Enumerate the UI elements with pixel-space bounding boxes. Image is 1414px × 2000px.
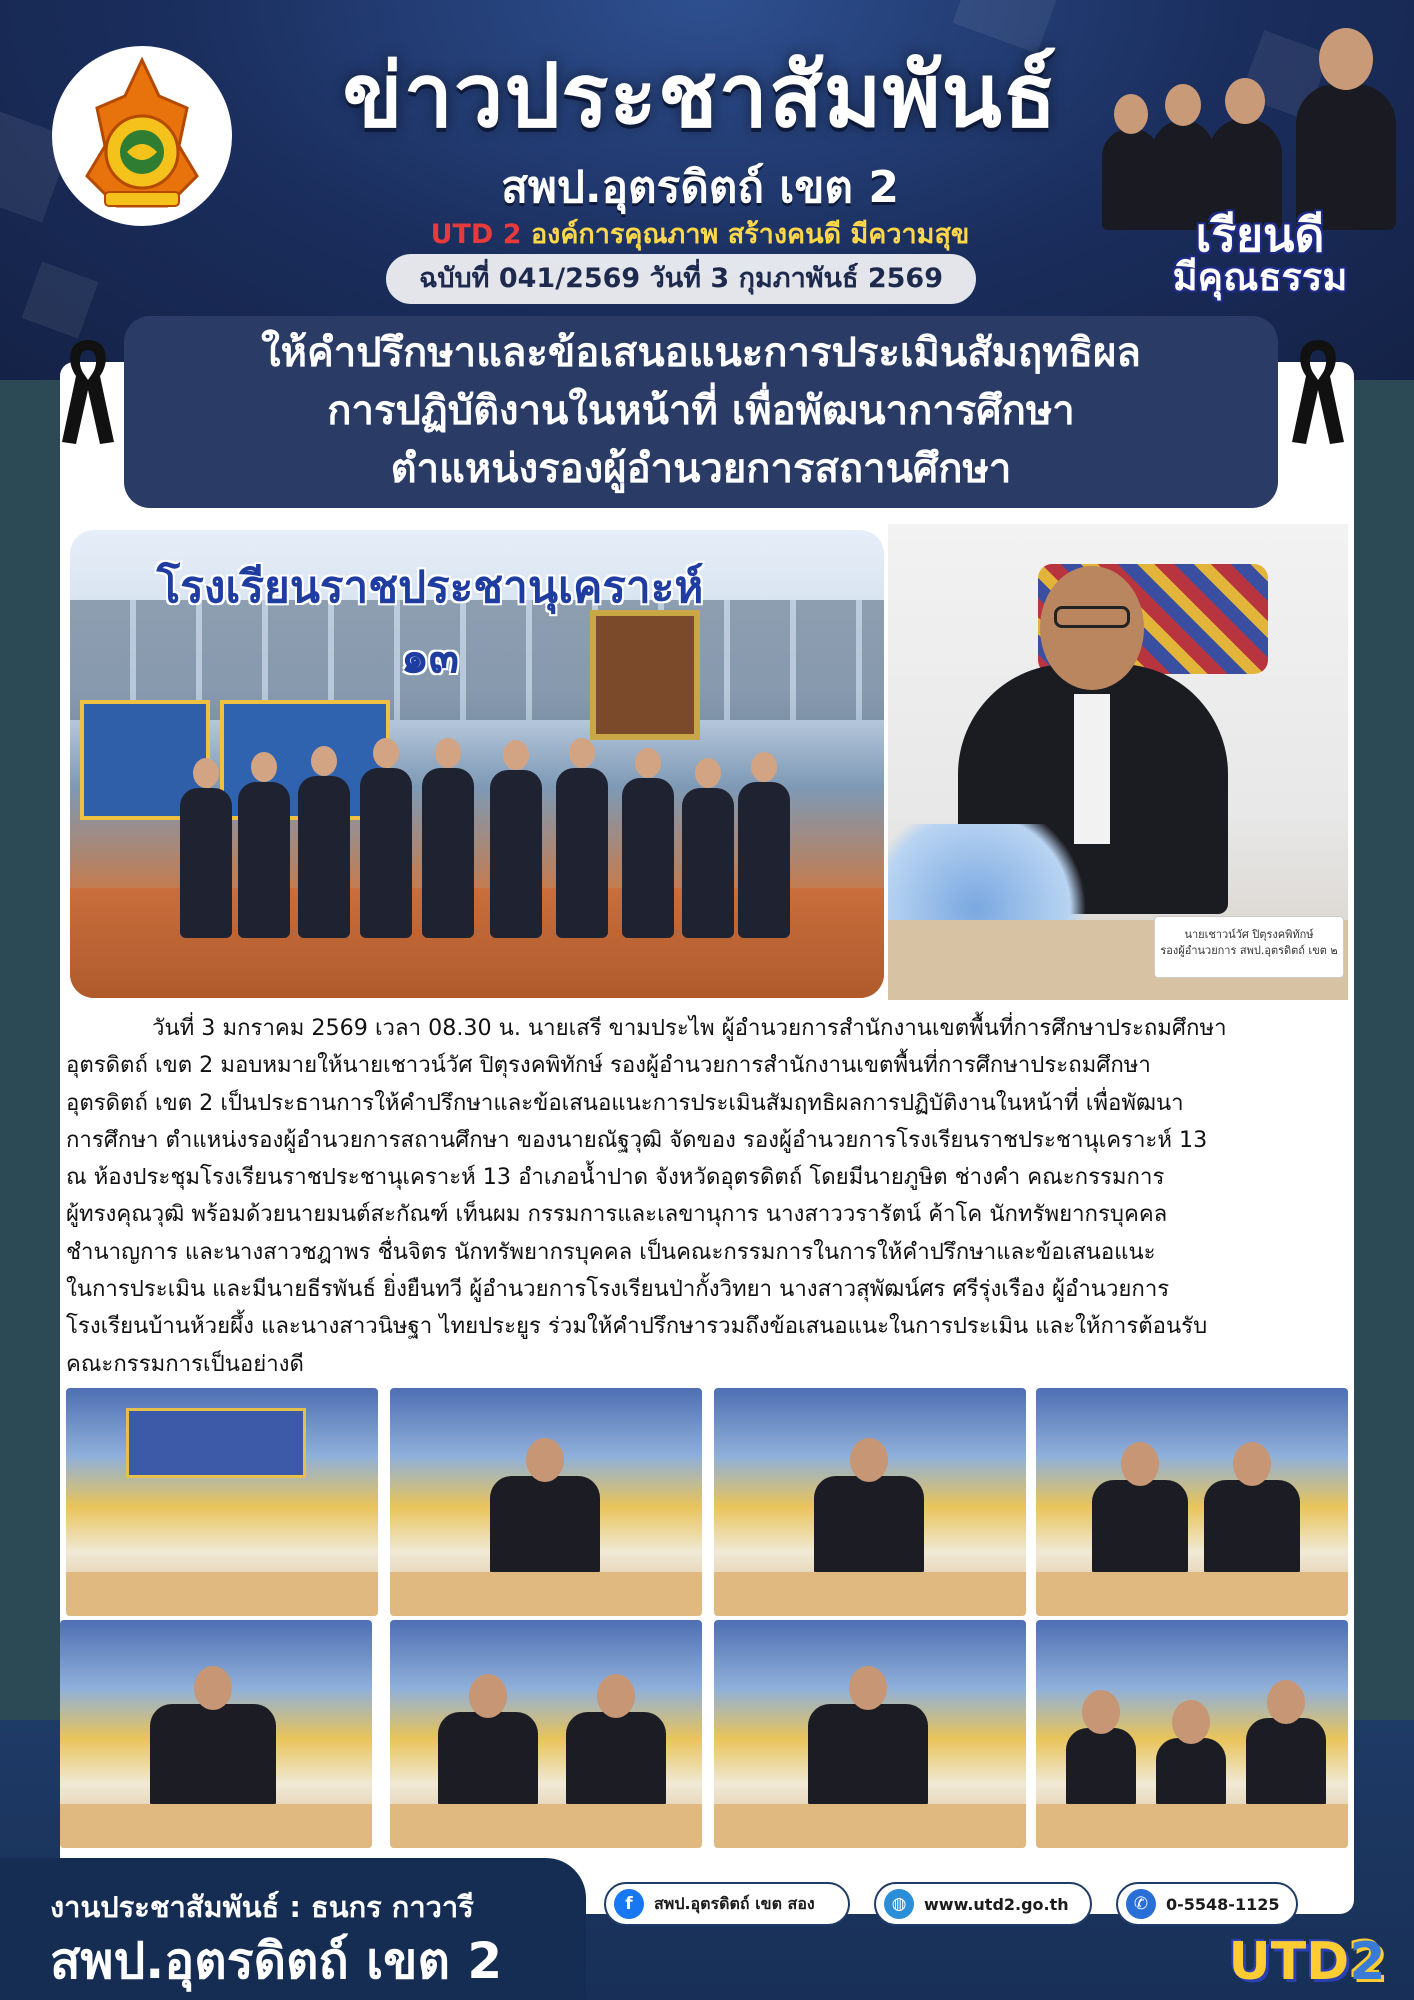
article-line: วันที่ 3 มกราคม 2569 เวลา 08.30 น. นายเสรี ขามประไพ ผู้อำนวยการสำนักงานเขตพื้นที่การศึกษาประถมศึกษา <box>152 1015 1227 1041</box>
gallery-photo <box>60 1620 372 1848</box>
globe-icon: ◍ <box>884 1889 914 1919</box>
headline-box <box>124 316 1278 508</box>
facebook-icon: f <box>614 1889 644 1919</box>
footer-org-name: สพป.อุตรดิตถ์ เขต 2 <box>50 1932 503 1990</box>
utd2-logo <box>1222 1932 1392 1992</box>
gallery-photo <box>66 1388 378 1616</box>
phone-icon: ✆ <box>1126 1889 1156 1919</box>
headline-line-3: ตำแหน่งรองผู้อำนวยการสถานศึกษา <box>390 446 1012 492</box>
nameplate <box>1154 916 1344 978</box>
person <box>238 782 290 938</box>
person <box>422 768 474 938</box>
masthead-title: ข่าวประชาสัมพันธ์ <box>342 44 1058 147</box>
news-article <box>66 1010 1348 1383</box>
gallery-photo <box>390 1620 702 1848</box>
group-photo <box>70 530 884 998</box>
phone-link[interactable] <box>1116 1882 1298 1926</box>
article-line: ผู้ทรงคุณวุฒิ พร้อมด้วยนายมนต์สะกัณฑ์ เท็นผม กรรมการและเลขานุการ นางสาววรารัตน์ ค้าโค นักทรัพยากรบุคคล <box>66 1201 1168 1228</box>
article-line: โรงเรียนบ้านห้วยผึ้ง และนางสาวนิษฐา ไทยประยูร ร่วมให้คำปรึกษารวมถึงข้อเสนอแนะในการประเมิน และให้การต้อนรับ <box>66 1313 1208 1340</box>
facebook-link[interactable] <box>604 1882 850 1926</box>
headline-line-2: การปฏิบัติงานในหน้าที่ เพื่อพัฒนาการศึกษา <box>327 388 1075 434</box>
phone-label: 0-5548-1125 <box>1166 1894 1280 1914</box>
article-line: อุตรดิตถ์ เขต 2 เป็นประธานการให้คำปรึกษาและข้อเสนอแนะการประเมินสัมฤทธิผลการปฏิบัติงานในหน้าที่ เพื่อพัฒนา <box>66 1089 1184 1116</box>
masthead-subtitle: สพป.อุตรดิตถ์ เขต 2 <box>501 162 899 213</box>
gallery-photo <box>714 1620 1026 1848</box>
footer-credit: งานประชาสัมพันธ์ : ธนกร กาวารี <box>50 1890 474 1924</box>
photo-gallery <box>66 1388 1348 1848</box>
gallery-photo <box>1036 1620 1348 1848</box>
mourning-ribbon-icon <box>1288 332 1348 452</box>
article-line: ณ ห้องประชุมโรงเรียนราชประชานุเคราะห์ 13 อำเภอน้ำปาด จังหวัดอุตรดิตถ์ โดยมีนายภูษิต ช่างคำ คณะกรรมการ <box>66 1164 1165 1191</box>
nameplate-name: นายเชาวน์วัศ ปิตุรงคพิทักษ์ <box>1184 928 1314 941</box>
headline-line-1: ให้คำปรึกษาและข้อเสนอแนะการประเมินสัมฤทธิผล <box>261 330 1141 376</box>
tagline <box>300 212 1100 255</box>
person <box>682 788 734 938</box>
utd-logo-text: UTD <box>1228 1932 1350 1992</box>
person <box>738 782 790 938</box>
person <box>180 788 232 938</box>
gallery-photo <box>1036 1388 1348 1616</box>
slogan <box>1130 208 1390 299</box>
tagline-brand: UTD 2 <box>430 219 522 250</box>
utd-logo-number: 2 <box>1349 1932 1386 1992</box>
portrait-photo <box>888 524 1348 1000</box>
slogan-line-2: มีคุณธรรม <box>1172 255 1348 299</box>
executives-photo <box>1100 30 1400 230</box>
article-line: การศึกษา ตำแหน่งรองผู้อำนวยการสถานศึกษา ของนายณัฐวุฒิ จัดของ รองผู้อำนวยการโรงเรียนราชประชานุเคราะห์ 13 <box>66 1126 1208 1153</box>
website-link[interactable] <box>874 1882 1092 1926</box>
gallery-photo <box>390 1388 702 1616</box>
article-line: อุตรดิตถ์ เขต 2 มอบหมายให้นายเชาวน์วัศ ปิตุรงคพิทักษ์ รองผู้อำนวยการสำนักงานเขตพื้นที่การศึกษาประถมศึกษา <box>66 1052 1151 1079</box>
person <box>360 768 412 938</box>
facebook-label: สพป.อุตรดิตถ์ เขต สอง <box>654 1893 815 1913</box>
nameplate-role: รองผู้อำนวยการ สพป.อุตรดิตถ์ เขต ๒ <box>1160 944 1338 957</box>
article-line: ในการประเมิน และมีนายธีรพันธ์ ยิ่งยืนทวี ผู้อำนวยการโรงเรียนป่ากั้งวิทยา นางสาวสุพัฒน์ศร ศรีรุ่งเรือง ผู้อำนวยการ <box>66 1276 1170 1303</box>
article-line: คณะกรรมการเป็นอย่างดี <box>66 1350 304 1377</box>
person <box>556 768 608 938</box>
office-logo <box>52 46 232 226</box>
emblem-icon <box>67 56 217 216</box>
school-banner: โรงเรียนราชประชานุเคราะห์ ๑๓ <box>156 562 704 683</box>
website-label: www.utd2.go.th <box>924 1894 1069 1914</box>
slogan-line-1: เรียนดี <box>1195 208 1325 262</box>
mourning-ribbon-icon <box>58 332 118 452</box>
person <box>490 770 542 938</box>
article-line: ชำนาญการ และนางสาวชฎาพร ชื่นจิตร นักทรัพยากรบุคคล เป็นคณะกรรมการในการให้คำปรึกษาและข้อเสนอแนะ <box>66 1238 1156 1265</box>
gallery-photo <box>714 1388 1026 1616</box>
person <box>622 778 674 938</box>
tagline-text: องค์การคุณภาพ สร้างคนดี มีความสุข <box>530 219 970 250</box>
issue-info: ฉบับที่ 041/2569 วันที่ 3 กุมภาพันธ์ 2569 <box>386 254 976 304</box>
person <box>298 776 350 938</box>
